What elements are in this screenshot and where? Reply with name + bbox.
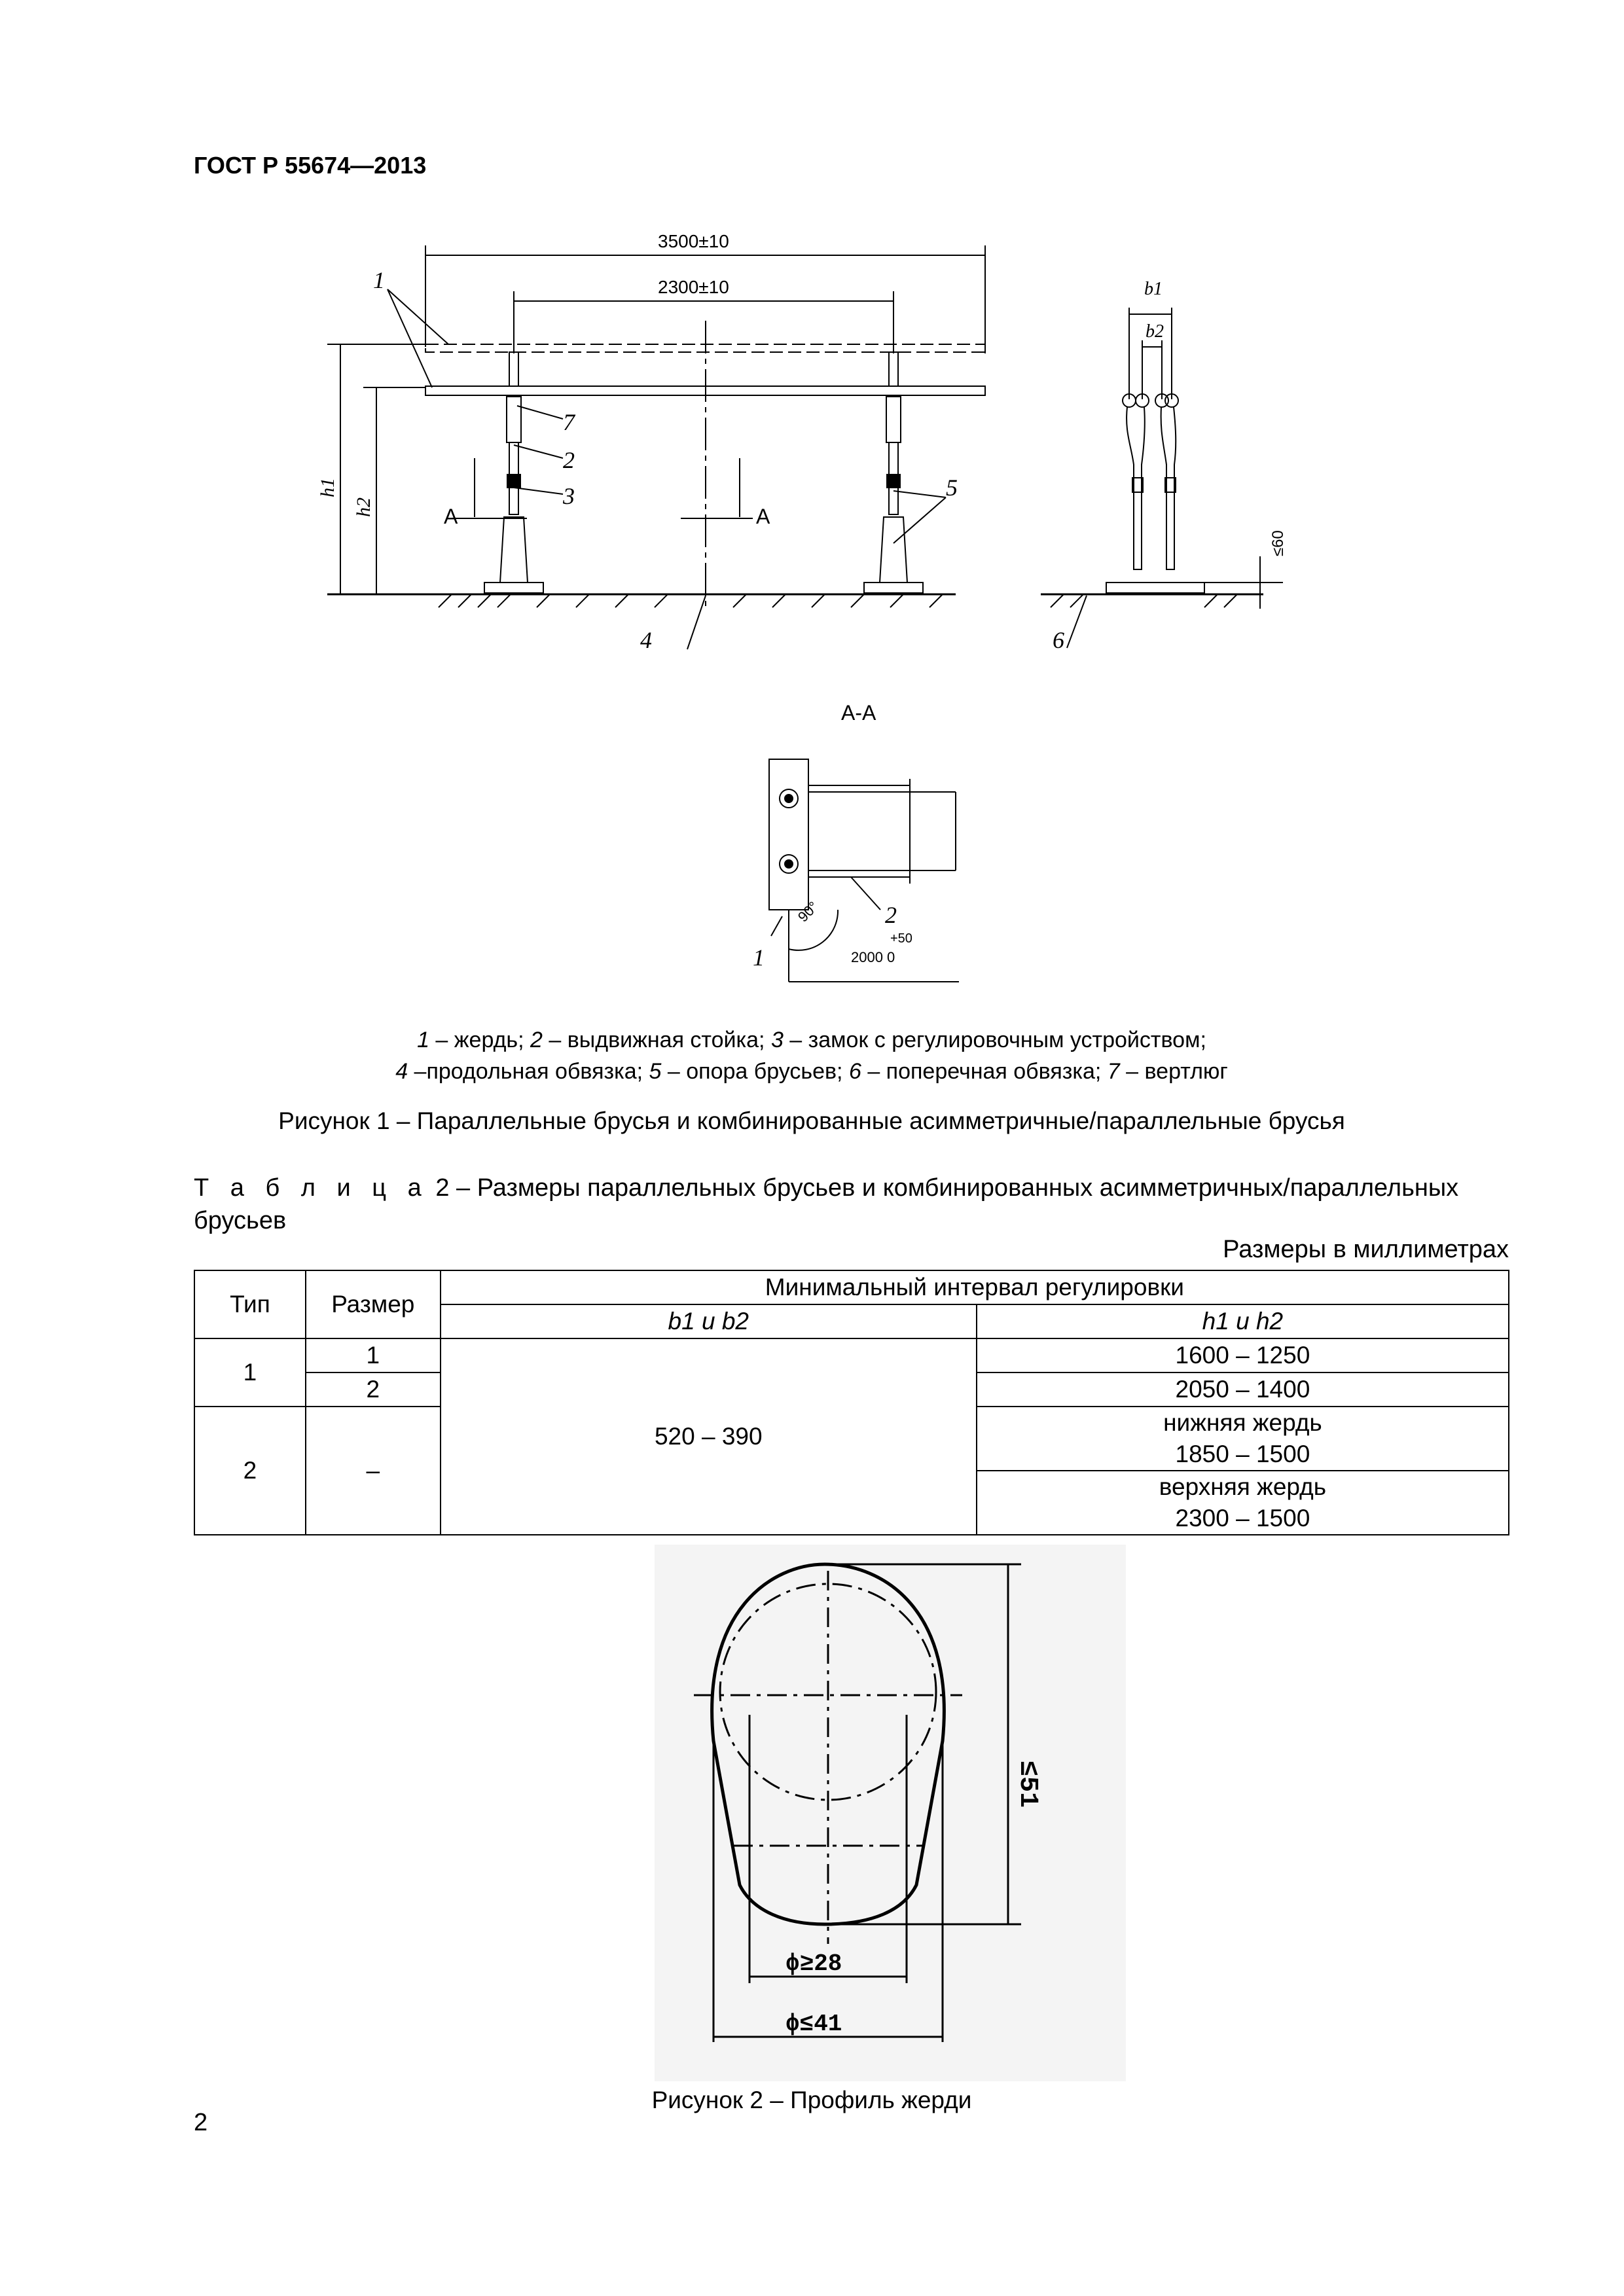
cell-lower-bar xyxy=(977,1407,1509,1471)
legend-line-1: 1 – жердь; 2 – выдвижная стойка; 3 – замок с регулировочным устройством; xyxy=(417,1028,1206,1052)
upper-bar-value: 2300 – 1500 xyxy=(1175,1505,1310,1532)
table-title: 2 – Размеры параллельных брусьев и комбинированных асимметричных/параллельных брусьев xyxy=(194,1174,1459,1234)
header-h: h1 и h2 xyxy=(977,1304,1509,1338)
label-3: 3 xyxy=(563,483,575,509)
dim-height-max-51: ≤51 xyxy=(1013,1761,1042,1808)
section-mark-left: A xyxy=(444,505,458,528)
dim-inner-diameter: ϕ≥28 xyxy=(785,1950,842,1977)
cell-type-2: 2 xyxy=(194,1407,306,1535)
dimensions-table xyxy=(194,1270,1509,1535)
cell-upper-bar xyxy=(977,1471,1509,1535)
header-type: Тип xyxy=(194,1270,306,1338)
lower-bar-label: нижняя жердь xyxy=(1163,1409,1322,1436)
cell-type-1: 1 xyxy=(194,1338,306,1407)
figure-2-caption: Рисунок 2 – Профиль жерди xyxy=(651,2087,972,2113)
table-label: Т а б л и ц а xyxy=(194,1174,429,1202)
dim-overall-length: 3500±10 xyxy=(658,231,729,251)
page-number: 2 xyxy=(194,2109,208,2136)
cell-size-1-1: 1 xyxy=(306,1338,441,1372)
section-label-2: 2 xyxy=(885,902,897,928)
cell-h-1-2: 2050 – 1400 xyxy=(977,1372,1509,1407)
section-label-1: 1 xyxy=(753,944,765,971)
table-units: Размеры в миллиметрах xyxy=(1223,1236,1509,1263)
label-2: 2 xyxy=(563,447,575,473)
dim-angle: 90° xyxy=(794,898,822,925)
dim-max-60: ≤60 xyxy=(1269,530,1287,556)
dim-section: 2000 0 xyxy=(851,949,895,965)
figure-1-drawing xyxy=(301,216,1414,1021)
cell-h-1-1: 1600 – 1250 xyxy=(977,1338,1509,1372)
dim-outer-diameter: ϕ≤41 xyxy=(785,2011,842,2037)
header-b: b1 и b2 xyxy=(441,1304,977,1338)
legend-line-2: 4 –продольная обвязка; 5 – опора брусьев; 6 – поперечная обвязка; 7 – вертлюг xyxy=(395,1059,1228,1084)
dim-post-spacing: 2300±10 xyxy=(658,277,729,297)
legend-num: 1 xyxy=(417,1028,429,1052)
document-header: ГОСТ Р 55674—2013 xyxy=(194,152,427,179)
lower-bar-value: 1850 – 1500 xyxy=(1175,1441,1310,1467)
cell-size-2: – xyxy=(306,1407,441,1535)
section-title: A-A xyxy=(841,701,876,725)
cell-size-1-2: 2 xyxy=(306,1372,441,1407)
label-7: 7 xyxy=(563,409,575,435)
header-range: Минимальный интервал регулировки xyxy=(441,1270,1509,1304)
upper-bar-label: верхняя жердь xyxy=(1159,1473,1326,1500)
dim-h1: h1 xyxy=(317,478,338,497)
figure-1-legend xyxy=(183,1024,1440,1087)
label-6: 6 xyxy=(1053,627,1064,653)
dim-h2: h2 xyxy=(353,497,374,517)
table-2-caption xyxy=(194,1172,1509,1237)
figure-1-caption: Рисунок 1 – Параллельные брусья и комбинированные асимметричные/параллельные брусья xyxy=(278,1107,1345,1134)
header-size: Размер xyxy=(306,1270,441,1338)
cell-b-value: 520 – 390 xyxy=(441,1338,977,1535)
section-mark-right: A xyxy=(756,505,770,528)
dim-b1: b1 xyxy=(1144,279,1163,299)
dim-b2: b2 xyxy=(1146,321,1164,342)
label-5: 5 xyxy=(946,475,958,501)
label-4: 4 xyxy=(640,627,652,653)
figure-2-drawing xyxy=(655,1545,1126,2081)
label-1: 1 xyxy=(373,267,385,293)
dim-section-tolerance: +50 xyxy=(890,931,912,946)
